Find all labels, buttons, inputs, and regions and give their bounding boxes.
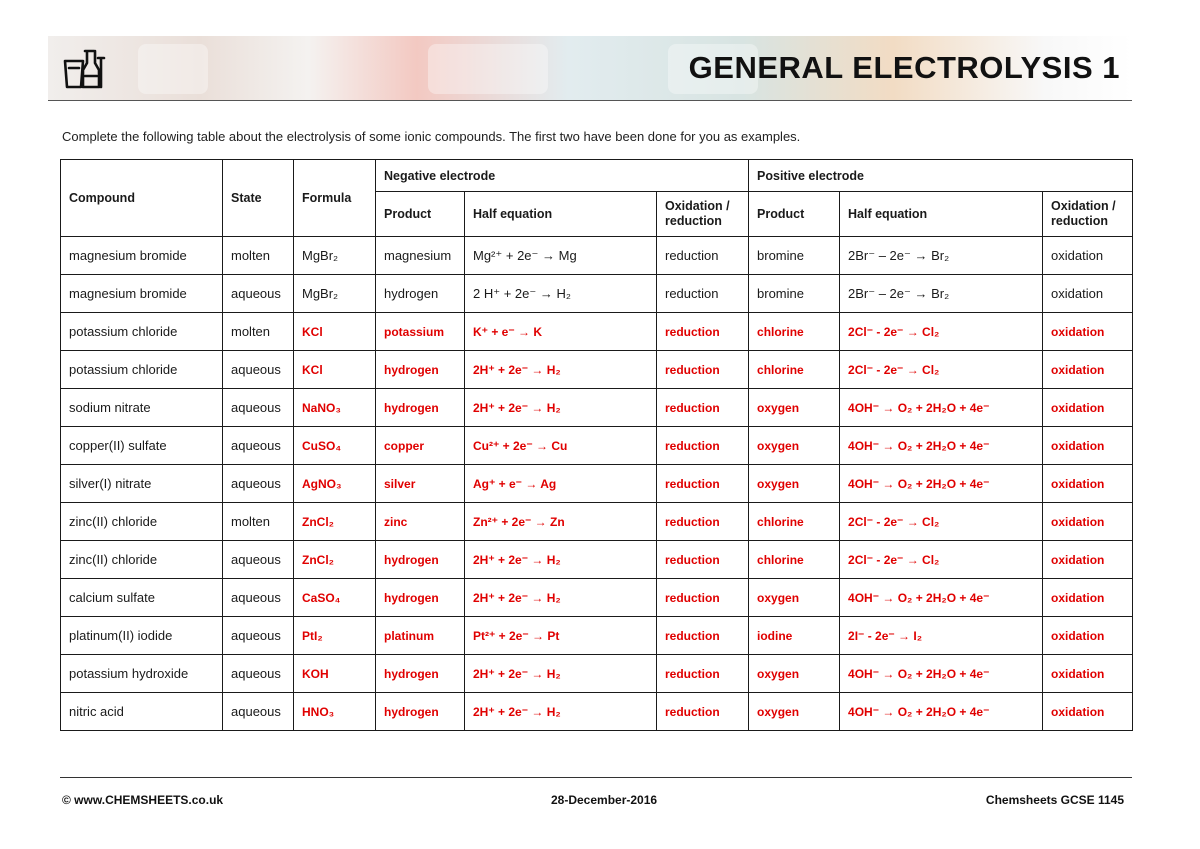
compound-cell: potassium hydroxide bbox=[61, 655, 223, 693]
header-neg-product: Product bbox=[376, 192, 465, 237]
header-negative-electrode: Negative electrode bbox=[376, 160, 749, 192]
header-neg-half-equation: Half equation bbox=[465, 192, 657, 237]
positive-oxidation-reduction-cell: oxidation bbox=[1043, 351, 1133, 389]
positive-product-cell: chlorine bbox=[749, 541, 840, 579]
positive-oxidation-reduction-cell: oxidation bbox=[1043, 617, 1133, 655]
electrolysis-table bbox=[60, 159, 1133, 731]
negative-oxidation-reduction-cell: reduction bbox=[657, 693, 749, 731]
negative-half-equation-cell: 2H⁺ + 2e⁻ → H₂ bbox=[465, 351, 657, 389]
negative-oxidation-reduction-cell: reduction bbox=[657, 541, 749, 579]
positive-half-equation-cell: 4OH⁻ → O₂ + 2H₂O + 4e⁻ bbox=[840, 579, 1043, 617]
table-row bbox=[61, 427, 1133, 465]
negative-oxidation-reduction-cell: reduction bbox=[657, 351, 749, 389]
state-cell: aqueous bbox=[223, 351, 294, 389]
header-positive-electrode: Positive electrode bbox=[749, 160, 1133, 192]
positive-product-cell: oxygen bbox=[749, 389, 840, 427]
positive-product-cell: chlorine bbox=[749, 313, 840, 351]
positive-oxidation-reduction-cell: oxidation bbox=[1043, 541, 1133, 579]
formula-cell: AgNO₃ bbox=[294, 465, 376, 503]
positive-oxidation-reduction-cell: oxidation bbox=[1043, 503, 1133, 541]
positive-half-equation-cell: 2Cl⁻ - 2e⁻ → Cl₂ bbox=[840, 351, 1043, 389]
positive-product-cell: oxygen bbox=[749, 465, 840, 503]
negative-product-cell: hydrogen bbox=[376, 693, 465, 731]
positive-product-cell: chlorine bbox=[749, 351, 840, 389]
table-row bbox=[61, 579, 1133, 617]
positive-oxidation-reduction-cell: oxidation bbox=[1043, 465, 1133, 503]
negative-half-equation-cell: Ag⁺ + e⁻ → Ag bbox=[465, 465, 657, 503]
positive-half-equation-cell: 2Cl⁻ - 2e⁻ → Cl₂ bbox=[840, 503, 1043, 541]
formula-cell: MgBr₂ bbox=[294, 275, 376, 313]
negative-product-cell: hydrogen bbox=[376, 541, 465, 579]
compound-cell: zinc(II) chloride bbox=[61, 503, 223, 541]
negative-oxidation-reduction-cell: reduction bbox=[657, 427, 749, 465]
positive-oxidation-reduction-cell: oxidation bbox=[1043, 313, 1133, 351]
state-cell: molten bbox=[223, 503, 294, 541]
header-neg-oxidation-reduction: Oxidation / reduction bbox=[657, 192, 749, 237]
negative-oxidation-reduction-cell: reduction bbox=[657, 237, 749, 275]
negative-product-cell: hydrogen bbox=[376, 579, 465, 617]
negative-product-cell: platinum bbox=[376, 617, 465, 655]
positive-oxidation-reduction-cell: oxidation bbox=[1043, 275, 1133, 313]
state-cell: aqueous bbox=[223, 693, 294, 731]
state-cell: aqueous bbox=[223, 579, 294, 617]
table-row bbox=[61, 503, 1133, 541]
header-pos-product: Product bbox=[749, 192, 840, 237]
formula-cell: PtI₂ bbox=[294, 617, 376, 655]
positive-half-equation-cell: 2I⁻ - 2e⁻ → I₂ bbox=[840, 617, 1043, 655]
positive-product-cell: chlorine bbox=[749, 503, 840, 541]
positive-oxidation-reduction-cell: oxidation bbox=[1043, 389, 1133, 427]
formula-cell: KOH bbox=[294, 655, 376, 693]
negative-half-equation-cell: 2H⁺ + 2e⁻ → H₂ bbox=[465, 389, 657, 427]
page-title: GENERAL ELECTROLYSIS 1 bbox=[688, 50, 1120, 85]
negative-product-cell: potassium bbox=[376, 313, 465, 351]
negative-product-cell: hydrogen bbox=[376, 389, 465, 427]
negative-product-cell: hydrogen bbox=[376, 655, 465, 693]
positive-half-equation-cell: 4OH⁻ → O₂ + 2H₂O + 4e⁻ bbox=[840, 465, 1043, 503]
positive-half-equation-cell: 4OH⁻ → O₂ + 2H₂O + 4e⁻ bbox=[840, 389, 1043, 427]
negative-half-equation-cell: Mg²⁺ + 2e⁻ → Mg bbox=[465, 237, 657, 275]
negative-oxidation-reduction-cell: reduction bbox=[657, 275, 749, 313]
negative-product-cell: copper bbox=[376, 427, 465, 465]
positive-oxidation-reduction-cell: oxidation bbox=[1043, 655, 1133, 693]
compound-cell: magnesium bromide bbox=[61, 237, 223, 275]
positive-oxidation-reduction-cell: oxidation bbox=[1043, 579, 1133, 617]
positive-product-cell: oxygen bbox=[749, 655, 840, 693]
negative-half-equation-cell: Pt²⁺ + 2e⁻ → Pt bbox=[465, 617, 657, 655]
header-formula: Formula bbox=[294, 160, 376, 237]
negative-product-cell: hydrogen bbox=[376, 275, 465, 313]
table-row bbox=[61, 275, 1133, 313]
positive-half-equation-cell: 4OH⁻ → O₂ + 2H₂O + 4e⁻ bbox=[840, 427, 1043, 465]
positive-oxidation-reduction-cell: oxidation bbox=[1043, 427, 1133, 465]
state-cell: aqueous bbox=[223, 617, 294, 655]
positive-oxidation-reduction-cell: oxidation bbox=[1043, 237, 1133, 275]
compound-cell: nitric acid bbox=[61, 693, 223, 731]
formula-cell: CuSO₄ bbox=[294, 427, 376, 465]
negative-oxidation-reduction-cell: reduction bbox=[657, 389, 749, 427]
state-cell: aqueous bbox=[223, 389, 294, 427]
negative-product-cell: zinc bbox=[376, 503, 465, 541]
compound-cell: silver(I) nitrate bbox=[61, 465, 223, 503]
formula-cell: ZnCl₂ bbox=[294, 503, 376, 541]
formula-cell: KCl bbox=[294, 313, 376, 351]
table-row bbox=[61, 541, 1133, 579]
table-row bbox=[61, 617, 1133, 655]
negative-oxidation-reduction-cell: reduction bbox=[657, 503, 749, 541]
state-cell: aqueous bbox=[223, 655, 294, 693]
lab-glassware-icon bbox=[58, 44, 108, 94]
footer-divider bbox=[60, 777, 1132, 778]
footer-website: © www.CHEMSHEETS.co.uk bbox=[62, 793, 224, 807]
instructions: Complete the following table about the electrolysis of some ionic compounds. The first two have been done for you as examples. bbox=[62, 129, 801, 144]
table-row bbox=[61, 351, 1133, 389]
negative-half-equation-cell: 2 H⁺ + 2e⁻ → H₂ bbox=[465, 275, 657, 313]
compound-cell: platinum(II) iodide bbox=[61, 617, 223, 655]
formula-cell: HNO₃ bbox=[294, 693, 376, 731]
table-row bbox=[61, 465, 1133, 503]
negative-half-equation-cell: 2H⁺ + 2e⁻ → H₂ bbox=[465, 693, 657, 731]
compound-cell: copper(II) sulfate bbox=[61, 427, 223, 465]
negative-product-cell: silver bbox=[376, 465, 465, 503]
formula-cell: MgBr₂ bbox=[294, 237, 376, 275]
header-pos-oxidation-reduction: Oxidation / reduction bbox=[1043, 192, 1133, 237]
header-banner bbox=[48, 36, 1132, 101]
negative-oxidation-reduction-cell: reduction bbox=[657, 655, 749, 693]
compound-cell: sodium nitrate bbox=[61, 389, 223, 427]
negative-half-equation-cell: 2H⁺ + 2e⁻ → H₂ bbox=[465, 541, 657, 579]
negative-half-equation-cell: Zn²⁺ + 2e⁻ → Zn bbox=[465, 503, 657, 541]
negative-oxidation-reduction-cell: reduction bbox=[657, 465, 749, 503]
negative-half-equation-cell: Cu²⁺ + 2e⁻ → Cu bbox=[465, 427, 657, 465]
table-row bbox=[61, 693, 1133, 731]
positive-product-cell: oxygen bbox=[749, 427, 840, 465]
positive-half-equation-cell: 2Cl⁻ - 2e⁻ → Cl₂ bbox=[840, 313, 1043, 351]
table-row bbox=[61, 313, 1133, 351]
state-cell: aqueous bbox=[223, 541, 294, 579]
positive-half-equation-cell: 2Br⁻ – 2e⁻ → Br₂ bbox=[840, 237, 1043, 275]
state-cell: aqueous bbox=[223, 275, 294, 313]
header-state: State bbox=[223, 160, 294, 237]
footer-reference: Chemsheets GCSE 1145 bbox=[985, 793, 1124, 807]
compound-cell: zinc(II) chloride bbox=[61, 541, 223, 579]
compound-cell: potassium chloride bbox=[61, 351, 223, 389]
positive-half-equation-cell: 2Cl⁻ - 2e⁻ → Cl₂ bbox=[840, 541, 1043, 579]
table-row bbox=[61, 389, 1133, 427]
positive-product-cell: oxygen bbox=[749, 693, 840, 731]
table-row bbox=[61, 655, 1133, 693]
negative-product-cell: hydrogen bbox=[376, 351, 465, 389]
negative-product-cell: magnesium bbox=[376, 237, 465, 275]
header-compound: Compound bbox=[61, 160, 223, 237]
formula-cell: CaSO₄ bbox=[294, 579, 376, 617]
negative-half-equation-cell: K⁺ + e⁻ → K bbox=[465, 313, 657, 351]
negative-oxidation-reduction-cell: reduction bbox=[657, 617, 749, 655]
positive-half-equation-cell: 4OH⁻ → O₂ + 2H₂O + 4e⁻ bbox=[840, 693, 1043, 731]
negative-half-equation-cell: 2H⁺ + 2e⁻ → H₂ bbox=[465, 655, 657, 693]
positive-product-cell: iodine bbox=[749, 617, 840, 655]
formula-cell: KCl bbox=[294, 351, 376, 389]
compound-cell: calcium sulfate bbox=[61, 579, 223, 617]
header-pos-half-equation: Half equation bbox=[840, 192, 1043, 237]
positive-oxidation-reduction-cell: oxidation bbox=[1043, 693, 1133, 731]
state-cell: molten bbox=[223, 313, 294, 351]
compound-cell: magnesium bromide bbox=[61, 275, 223, 313]
negative-half-equation-cell: 2H⁺ + 2e⁻ → H₂ bbox=[465, 579, 657, 617]
table-row bbox=[61, 237, 1133, 275]
formula-cell: NaNO₃ bbox=[294, 389, 376, 427]
state-cell: molten bbox=[223, 237, 294, 275]
positive-half-equation-cell: 4OH⁻ → O₂ + 2H₂O + 4e⁻ bbox=[840, 655, 1043, 693]
formula-cell: ZnCl₂ bbox=[294, 541, 376, 579]
negative-oxidation-reduction-cell: reduction bbox=[657, 313, 749, 351]
state-cell: aqueous bbox=[223, 465, 294, 503]
positive-product-cell: bromine bbox=[749, 237, 840, 275]
positive-half-equation-cell: 2Br⁻ – 2e⁻ → Br₂ bbox=[840, 275, 1043, 313]
state-cell: aqueous bbox=[223, 427, 294, 465]
footer-date: 28-December-2016 bbox=[551, 793, 658, 807]
negative-oxidation-reduction-cell: reduction bbox=[657, 579, 749, 617]
positive-product-cell: bromine bbox=[749, 275, 840, 313]
positive-product-cell: oxygen bbox=[749, 579, 840, 617]
compound-cell: potassium chloride bbox=[61, 313, 223, 351]
